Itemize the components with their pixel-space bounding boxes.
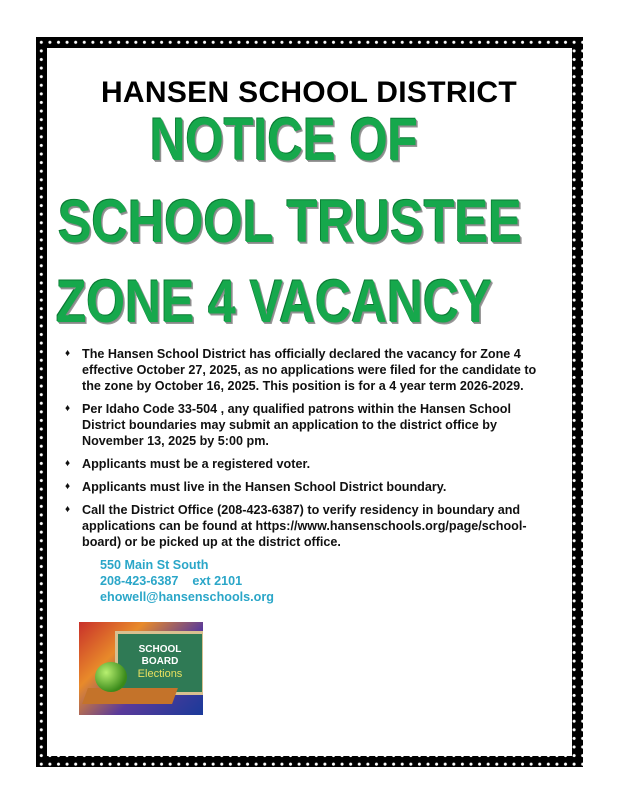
apple-icon <box>95 662 127 692</box>
district-name-heading: HANSEN SCHOOL DISTRICT <box>100 76 518 109</box>
diamond-bullet-icon: ♦ <box>65 458 71 469</box>
bullet-text: Per Idaho Code 33-504 , any qualified patrons within the Hansen School District boundaries may submit an application to the district office by November 13, 2025 by 5:00 pm. <box>82 402 511 448</box>
school-board-elections-image <box>79 622 203 715</box>
bullet-text: Applicants must live in the Hansen School District boundary. <box>82 480 447 494</box>
list-item <box>64 401 554 449</box>
title-line-2: SCHOOL TRUSTEE <box>58 188 522 255</box>
book-icon <box>82 688 178 704</box>
diamond-bullet-icon: ♦ <box>65 504 71 515</box>
diamond-bullet-icon: ♦ <box>65 481 71 492</box>
title-line-1: NOTICE OF <box>150 106 418 173</box>
image-text-school: SCHOOL <box>138 644 182 655</box>
list-item <box>64 456 554 472</box>
contact-block <box>100 557 274 605</box>
diamond-bullet-icon: ♦ <box>65 348 71 359</box>
list-item <box>64 346 554 394</box>
bullet-text: The Hansen School District has officially declared the vacancy for Zone 4 effective October 27, 2025, as no applications were filed for the candidate to the zone by October 16, 2025. This position is for a 4 year term 2026-2029. <box>82 347 537 393</box>
image-text-elections: Elections <box>137 668 183 680</box>
contact-address: 550 Main St South <box>100 558 209 572</box>
contact-phone: 208-423-6387 ext 2101 <box>100 574 243 588</box>
chalkboard <box>115 631 203 695</box>
diamond-bullet-icon: ♦ <box>65 403 71 414</box>
bullet-text: Call the District Office (208-423-6387) to verify residency in boundary and applications can be found at https://www.hansenschools.org/page/school-board) or be picked up at the district office. <box>82 503 527 549</box>
image-text-board: BOARD <box>141 656 179 667</box>
list-item <box>64 502 554 550</box>
list-item <box>64 479 554 495</box>
title-line-3: ZONE 4 VACANCY <box>56 268 493 335</box>
notice-bullet-list <box>64 346 554 557</box>
contact-email[interactable]: ehowell@hansenschools.org <box>100 590 274 604</box>
bullet-text: Applicants must be a registered voter. <box>82 457 311 471</box>
